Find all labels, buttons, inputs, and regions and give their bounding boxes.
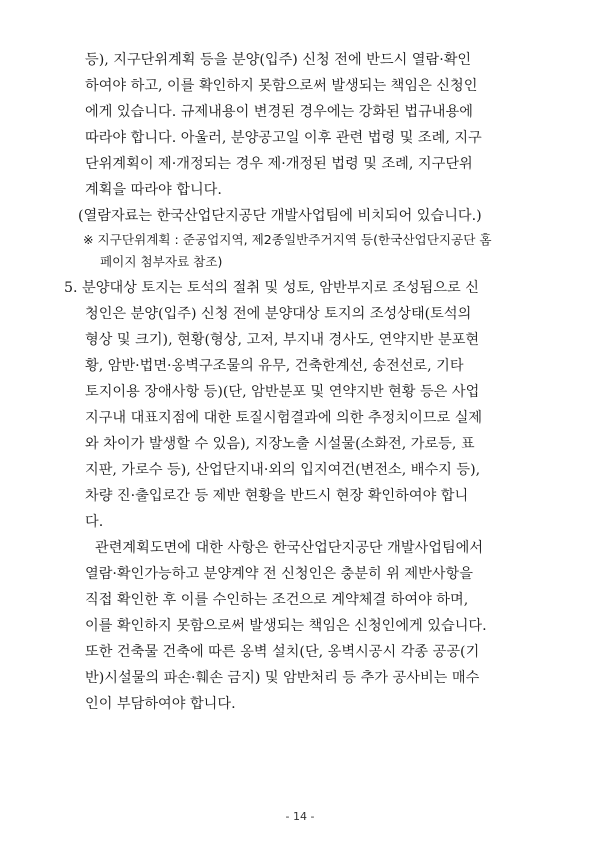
item-5-line-6: 지구내 대표지점에 대한 토질시험결과에 의한 추정치이므로 실제 <box>85 410 483 426</box>
item-5-line-1: 5. 분양대상 토지는 토석의 절취 및 성토, 암반부지로 조성됨으로 신 <box>64 280 479 296</box>
paragraph-3-line-1: 관련계획도면에 대한 사항은 한국산업단지공단 개발사업팀에서 <box>95 540 484 556</box>
viewing-materials-note: (열람자료는 한국산업단지공단 개발사업팀에 비치되어 있습니다.) <box>78 208 482 224</box>
item-5-line-8: 지판, 가로수 등), 산업단지내·외의 입지여건(변전소, 배수지 등), <box>85 462 481 478</box>
paragraph-3-line-4: 이를 확인하지 못함으로써 발생되는 책임은 신청인에게 있습니다. <box>85 618 487 634</box>
paragraph-1-line-6: 계획을 따라야 합니다. <box>85 182 222 198</box>
item-5-line-3: 형상 및 크기), 현황(형상, 고저, 부지내 경사도, 연약지반 분포현 <box>85 332 480 348</box>
page-number: - 14 - <box>285 810 315 823</box>
item-5-line-4: 황, 암반·법면·옹벽구조물의 유무, 건축한계선, 송전선로, 기타 <box>85 358 464 374</box>
item-5-line-10: 다. <box>85 514 104 530</box>
item-5-line-2: 청인은 분양(입주) 신청 전에 분양대상 토지의 조성상태(토석의 <box>85 306 472 322</box>
paragraph-3-line-6: 반)시설물의 파손·훼손 금지) 및 암반처리 등 추가 공사비는 매수 <box>85 670 480 686</box>
item-5-line-9: 차량 진·출입로간 등 제반 현황을 반드시 현장 확인하여야 합니 <box>85 488 469 504</box>
district-plan-note-line-2: 페이지 첨부자료 참조) <box>100 254 223 269</box>
paragraph-3-line-5: 또한 건축물 건축에 따른 옹벽 설치(단, 옹벽시공시 각종 공공(기 <box>85 644 480 660</box>
paragraph-1-line-4: 따라야 합니다. 아울러, 분양공고일 이후 관련 법령 및 조례, 지구 <box>85 130 482 146</box>
paragraph-1-line-5: 단위계획이 제·개정되는 경우 제·개정된 법령 및 조례, 지구단위 <box>85 156 473 172</box>
item-5-line-5: 토지이용 장애사항 등)(단, 암반분포 및 연약지반 현황 등은 사업 <box>85 384 480 400</box>
item-5-line-7: 와 차이가 발생할 수 있음), 지장노출 시설물(소화전, 가로등, 표 <box>85 436 475 452</box>
paragraph-3-line-2: 열람·확인가능하고 분양계약 전 신청인은 충분히 위 제반사항을 <box>85 566 473 582</box>
district-plan-note-line-1: ※ 지구단위계획 : 준공업지역, 제2종일반주거지역 등(한국산업단지공단 홈 <box>83 232 492 247</box>
paragraph-3-line-3: 직접 확인한 후 이를 수인하는 조건으로 계약체결 하여야 하며, <box>85 592 469 608</box>
paragraph-1-line-1: 등), 지구단위계획 등을 분양(입주) 신청 전에 반드시 열람·확인 <box>85 52 472 68</box>
paragraph-3-line-7: 인이 부담하여야 합니다. <box>85 696 236 712</box>
paragraph-1-line-2: 하여야 하고, 이를 확인하지 못함으로써 발생되는 책임은 신청인 <box>85 78 478 94</box>
paragraph-1-line-3: 에게 있습니다. 규제내용이 변경된 경우에는 강화된 법규내용에 <box>85 104 473 120</box>
